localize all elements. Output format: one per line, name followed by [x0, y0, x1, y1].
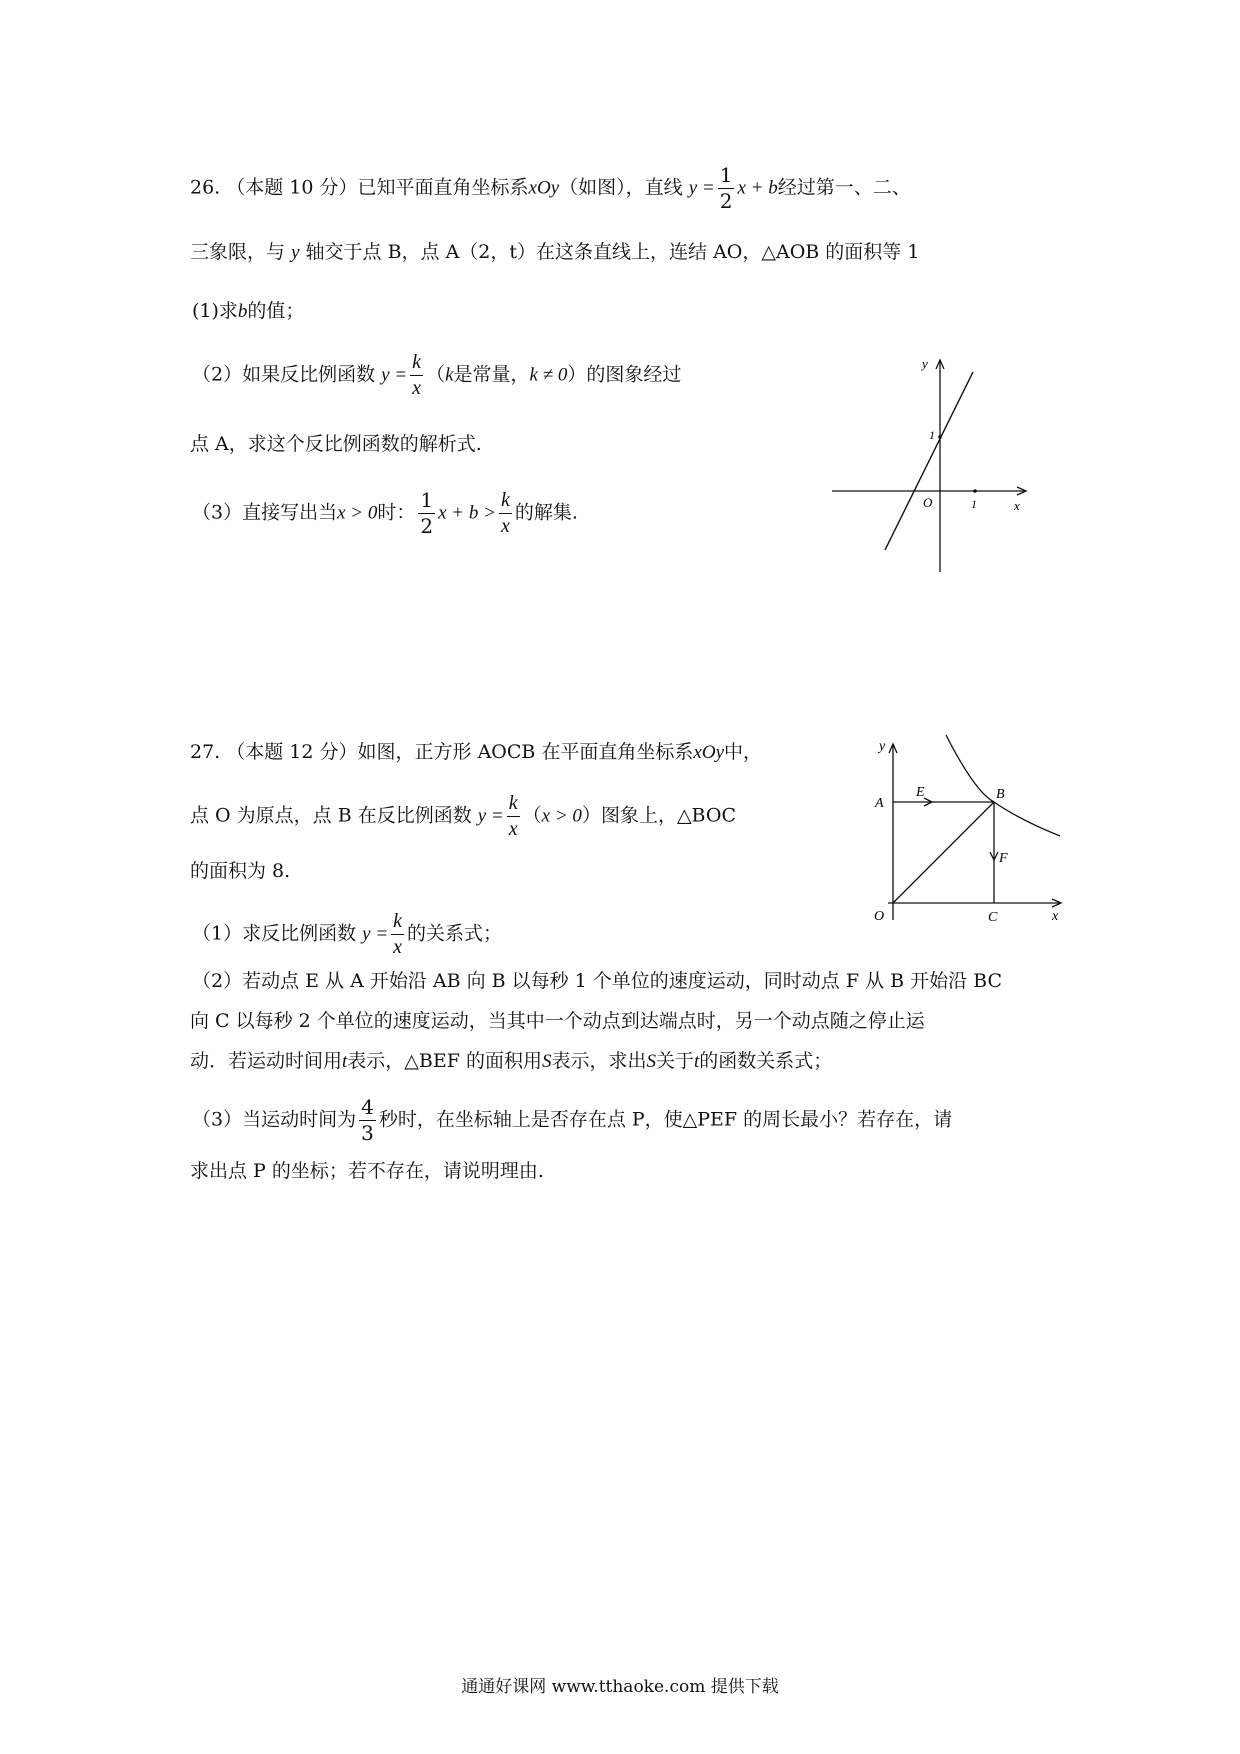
q26-part-2-line-2: 点 A，求这个反比例函数的解析式. — [190, 433, 482, 455]
q26-number: 26. — [190, 176, 221, 199]
q26-stem-line-2: 三象限，与 y 轴交于点 B，点 A（2，t）在这条直线上，连结 AO，△AOB 的面积等 1 — [190, 241, 920, 263]
q26-tick-point-x1 — [973, 489, 977, 493]
page-footer: 通通好课网 www.tthaoke.com 提供下载 — [461, 1677, 779, 1697]
q27-label-x: x — [1052, 909, 1059, 924]
q27-part-3-line-2: 求出点 P 的坐标；若不存在，请说明理由. — [190, 1160, 544, 1182]
q27-k-over-x-2: $\frac{k}{x}$ — [393, 910, 403, 958]
q26-part-2: （2）如果反比例函数 y = $\frac{k}{x}$ （k是常量，k ≠ 0）的图象经过 — [192, 351, 682, 399]
q26-k-over-x: $\frac{k}{x}$ — [412, 351, 422, 399]
q27-k-over-x: $\frac{k}{x}$ — [508, 792, 518, 840]
q27-number: 27. — [190, 741, 221, 763]
q26-part-3: （3）直接写出当x > 0时： $\frac{1}{2}$ x + b > $\frac{k}{x}$ 的解集. — [192, 488, 578, 538]
q27-four-thirds: $\frac{4}{3}$ — [361, 1095, 374, 1145]
q26-label-1-y: 1 — [929, 428, 935, 442]
q27-label-c: C — [988, 910, 998, 925]
q27-hyperbola — [946, 735, 1060, 836]
q26-label-1-x: 1 — [971, 497, 977, 511]
q27-label-e: E — [916, 785, 925, 800]
q27-figure — [860, 730, 1070, 930]
q26-k-over-x-2: $\frac{k}{x}$ — [500, 489, 510, 537]
q27-label-f: F — [999, 851, 1008, 866]
q26-half: $\frac{1}{2}$ — [420, 488, 434, 538]
q27-label-o: O — [874, 909, 885, 924]
q26-label-x: x — [1014, 498, 1020, 513]
q26-line-fraction: $\frac{1}{2}$ — [719, 163, 733, 213]
q27-label-a: A — [875, 796, 884, 811]
q26-label-y: y — [922, 356, 928, 371]
q27-label-y: y — [879, 739, 886, 754]
q26-label-o: O — [923, 495, 933, 510]
q26-score: （本题 10 分） — [226, 176, 358, 199]
q27-stem-line-3: 的面积为 8. — [190, 860, 291, 882]
q26-part-1: (1)求b的值； — [192, 300, 305, 322]
q27-part-2-line-1: （2）若动点 E 从 A 开始沿 AB 向 B 以每秒 1 个单位的速度运动，同时动点 F 从 B 开始沿 BC — [192, 970, 1003, 992]
q27-label-b: B — [996, 787, 1005, 802]
q27-stem-line-1: 27. （本题 12 分）如图，正方形 AOCB 在平面直角坐标系xOy中， — [190, 741, 763, 763]
q26-stem-line-1: 26. （本题 10 分）已知平面直角坐标系xOy（如图），直线 y = $\frac{1}{2}$ x + b经过第一、二、 — [190, 163, 911, 213]
q26-tick-point-y1 — [938, 435, 942, 439]
q27-xoy: xOy — [693, 742, 725, 763]
q27-part-3: （3）当运动时间为 $\frac{4}{3}$ 秒时，在坐标轴上是否存在点 P，使△PEF 的周长最小？若存在，请 — [192, 1095, 953, 1145]
q27-part-1: （1）求反比例函数 y = $\frac{k}{x}$ 的关系式； — [192, 910, 503, 958]
q26-line-graph — [885, 372, 973, 550]
q27-part-2-line-3: 动．若运动时间用t表示，△BEF 的面积用S表示，求出S关于t的函数关系式； — [190, 1050, 833, 1072]
q27-stem-line-2: 点 O 为原点，点 B 在反比例函数 y = $\frac{k}{x}$ （x > 0）图象上，△BOC — [190, 792, 736, 840]
q26-figure — [830, 350, 1040, 580]
q27-diagonal-ob — [893, 802, 994, 903]
q26-xoy: xOy — [528, 177, 560, 199]
q27-part-2-line-2: 向 C 以每秒 2 个单位的速度运动，当其中一个动点到达端点时，另一个动点随之停止运 — [190, 1010, 925, 1032]
q27-score: （本题 12 分） — [226, 741, 358, 763]
